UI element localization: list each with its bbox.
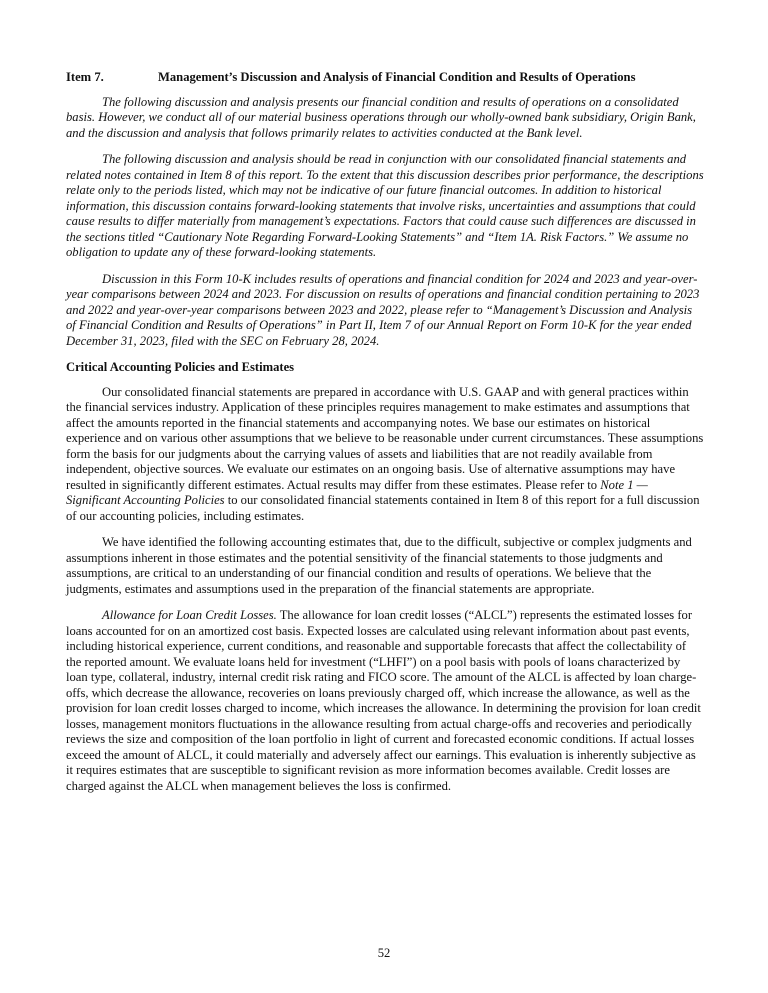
intro-paragraph-2: The following discussion and analysis should be read in conjunction with our consolidated financial statements and related notes contained in Item 8 of this report. To the extent that this discussion describes prior performance, the descriptions relate only to the periods listed, which may not be indicative of our future financial outcomes. In addition to historical information, this discussion contains forward-looking statements that involve risks, uncertainties and assumptions that could cause results to differ materially from management’s expectations. Factors that could cause such differences are discussed in the sections titled “Cautionary Note Regarding Forward-Looking Statements” and “Item 1A. Risk Factors.” We assume no obligation to update any of these forward-looking statements. bbox=[66, 152, 704, 259]
page-number: 52 bbox=[377, 946, 391, 960]
note-1-reference: Note 1 — Significant Accounting Policies bbox=[66, 477, 648, 507]
document-page bbox=[66, 70, 704, 805]
critical-paragraph-1 bbox=[66, 385, 704, 525]
critical-paragraph-2: We have identified the following accounting estimates that, due to the difficult, subjective or complex judgments and assumptions inherent in those estimates and the potential sensitivity of the financial statements to those judgments and assumptions, are critical to an understanding of our financial condition and results of operations. We believe that the judgments, estimates and assumptions used in the preparation of the financial statements are appropriate. bbox=[66, 535, 692, 596]
intro-paragraph-1: The following discussion and analysis presents our financial condition and results of operations on a consolidated basis. However, we conduct all of our material business operations through our wholly-owned bank subsidiary, Origin Bank, and the discussion and analysis that follows primarily relates to activities conducted at the Bank level. bbox=[66, 94, 696, 140]
critical-p1-tail: to our consolidated financial statements contained in Item 8 of this report for a full discussion of our accounting policies, including estimates. bbox=[66, 493, 700, 523]
alcl-subheading: Allowance for Loan Credit Losses. bbox=[102, 608, 277, 622]
critical-p1-text: Our consolidated financial statements are prepared in accordance with U.S. GAAP and with general practices within the financial services industry. Application of these principles requires management to make estimates and assumptions that affect the amounts reported in the financial statements and accompanying notes. We base our estimates on historical experience and on various other assumptions that we believe to be reasonable under current circumstances. These assumptions form the basis for our judgments about the carrying values of assets and liabilities that are not readily available from independent, objective sources. We evaluate our estimates on an ongoing basis. Use of alternative assumptions may have resulted in significantly different estimates. Actual results may differ from these estimates. Please refer to bbox=[66, 384, 704, 492]
alcl-paragraph bbox=[66, 608, 704, 794]
intro-paragraph-3: Discussion in this Form 10-K includes results of operations and financial condition for 2024 and 2023 and year-over-year comparisons between 2024 and 2023. For discussion on results of operations and financial condition pertaining to 2023 and 2022 and year-over-year comparisons between 2023 and 2022, please refer to “Management’s Discussion and Analysis of Financial Condition and Results of Operations” in Part II, Item 7 of our Annual Report on Form 10-K for the year ended December 31, 2023, filed with the SEC on February 28, 2024. bbox=[66, 271, 700, 348]
section-heading-critical-accounting: Critical Accounting Policies and Estimates bbox=[66, 360, 295, 374]
item-title: Management’s Discussion and Analysis of Financial Condition and Results of Operations bbox=[158, 70, 636, 84]
item-heading bbox=[66, 70, 704, 86]
item-number: Item 7. bbox=[66, 70, 104, 84]
alcl-body: The allowance for loan credit losses (“ALCL”) represents the estimated losses for loans accounted for on an amortized cost basis. Expected losses are calculated using relevant information about past events, including historical experience, current conditions, and reasonable and supportable forecasts that affect the collectability of the reported amount. We evaluate loans held for investment (“LHFI”) on a pool basis with pools of loans characterized by loan type, collateral, industry, internal credit risk rating and FICO score. The amount of the ALCL is affected by loan charge-offs, which decrease the allowance, recoveries on loans previously charged off, which increase the allowance, as well as the provision for loan credit losses charged to income, which increases the allowance. In determining the provision for loan credit losses, management monitors fluctuations in the allowance resulting from actual charge-offs and recoveries and periodically reviews the size and composition of the loan portfolio in light of current and forecasted economic conditions. If actual losses exceed the amount of ALCL, it could materially and adversely affect our earnings. This evaluation is inherently subjective as it requires estimates that are susceptible to significant revision as more information becomes available. Credit losses are charged against the ALCL when management believes the loss is confirmed. bbox=[66, 608, 701, 793]
